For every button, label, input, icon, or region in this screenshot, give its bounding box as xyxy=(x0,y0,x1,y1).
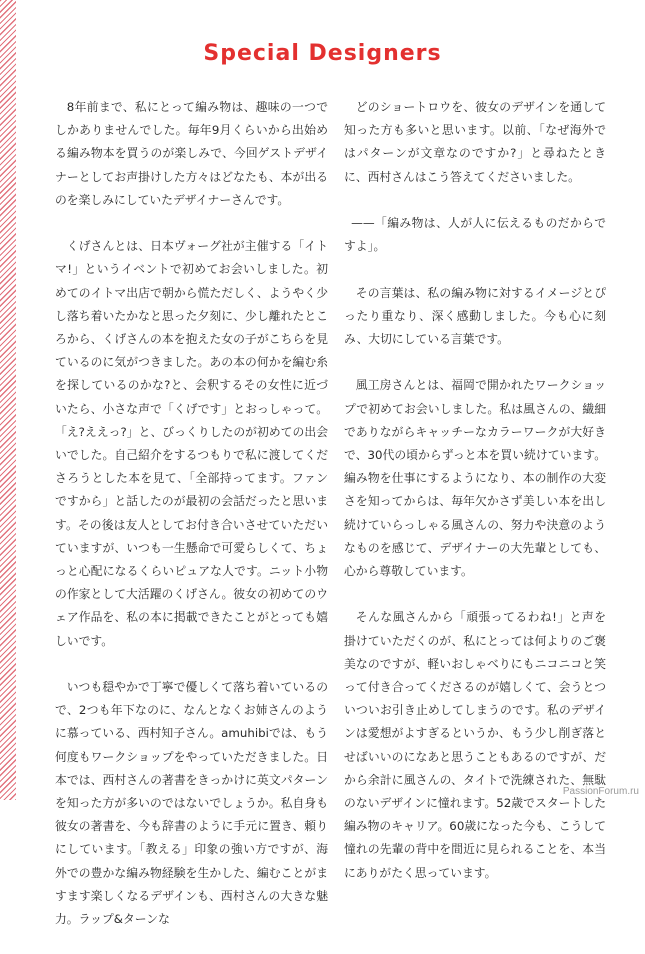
paragraph-quote: ——「編み物は、人が人に伝えるものだからですよ」。 xyxy=(344,216,606,254)
paragraph-quote-reflection: その言葉は、私の編み物に対するイメージとぴったり重なり、深く感動しました。今も心に刻み、大切にしている言葉です。 xyxy=(344,285,606,346)
paragraph-nishimura: いつも穏やかで丁寧で優しくて落ち着いているので、2つも年下なのに、なんとなくお姉さんのように慕っている、西村知子さん。amuhibiでは、もう何度もワークショップをやっていただきました。日本では、西村さんの著書をきっかけに英文パターンを知った方が多いのではないでしょうか。私自身も彼女の著書を、今も辞書のように手元に置き、頼りにしています。「教える」印象の強い方ですが、海外での豊かな編み物経験を生かした、編むことがますます楽しくなるデザインも、西村さんの大きな魅力。ラップ&ターンな xyxy=(55,680,328,927)
paragraph-intro: 8年前まで、私にとって編み物は、趣味の一つでしかありませんでした。毎年9月くらいから出始める編み物本を買うのが楽しみで、今回ゲストデザイナーとしてお声掛けした方々はどなたも、本が出るのを楽しみにしていたデザイナーさんです。 xyxy=(55,100,328,207)
page-title: Special Designers xyxy=(203,41,442,66)
edge-stripe-decoration xyxy=(0,0,16,800)
site-watermark: PassionForum.ru xyxy=(562,786,639,797)
paragraph-nishimura-continued: どのショートロウを、彼女のデザインを通して知った方も多いと思います。以前、「なぜ海外ではパターンが文章なのですか?」と尋ねたときに、西村さんはこう答えてくださいました。 xyxy=(344,100,606,184)
paragraph-kazekobo: 風工房さんとは、福岡で開かれたワークショップで初めてお会いしました。私は風さんの、繊細でありながらキャッチーなカラーワークが大好きで、30代の頃からずっと本を買い続けています。編み物を仕事にするようになり、本の制作の大変さを知ってからは、毎年欠かさず美しい本を出し続けていらっしゃる風さんの、努力や決意のようなものを感じて、デザイナーの大先輩としても、心から尊敬しています。 xyxy=(344,378,606,579)
left-text-column xyxy=(55,96,328,954)
paragraph-kazekobo-closing: そんな風さんから「頑張ってるわね!」と声を掛けていただくのが、私にとっては何よりのご褒美なのですが、軽いおしゃべりにもニコニコと笑って付き合ってくださるのが嬉しくて、会うとついついお引き止めしてしまうのです。私のデザインは愛想がよすぎるというか、もう少し削ぎ落とせばいいのになあと思うこともあるのですが、だから余計に風さんの、タイトで洗練された、無駄のないデザインに憧れます。52歳でスタートした編み物のキャリア。60歳になった今も、こうして憧れの先輩の背中を間近に見られることを、本当にありがたく思っています。 xyxy=(344,610,606,880)
paragraph-kuge: くげさんとは、日本ヴォーグ社が主催する「イトマ!」というイベントで初めてお会いしました。初めてのイトマ出店で朝から慌ただしく、ようやく少し落ち着いたかなと思った夕刻に、少し離れたところから、くげさんの本を抱えた女の子がこちらを見ているのに気がつきました。あの本の何かを編む糸を探しているのかな?と、会釈するその女性に近づいたら、小さな声で「くげです」とおっしゃって。「え?ええっ?」と、びっくりしたのが初めての出会いでした。自己紹介をするつもりで私に渡してくださろうとした本を見て、「全部持ってます。ファンですから」と話したのが最初の会話だったと思います。その後は友人としてお付き合いさせていただいていますが、いつも一生懸命で可愛らしくて、ちょっと心配になるくらいピュアな人です。ニット小物の作家として大活躍のくげさん。彼女の初めてのウェア作品を、私の本に掲載できたことがとっても嬉しいです。 xyxy=(55,239,328,648)
